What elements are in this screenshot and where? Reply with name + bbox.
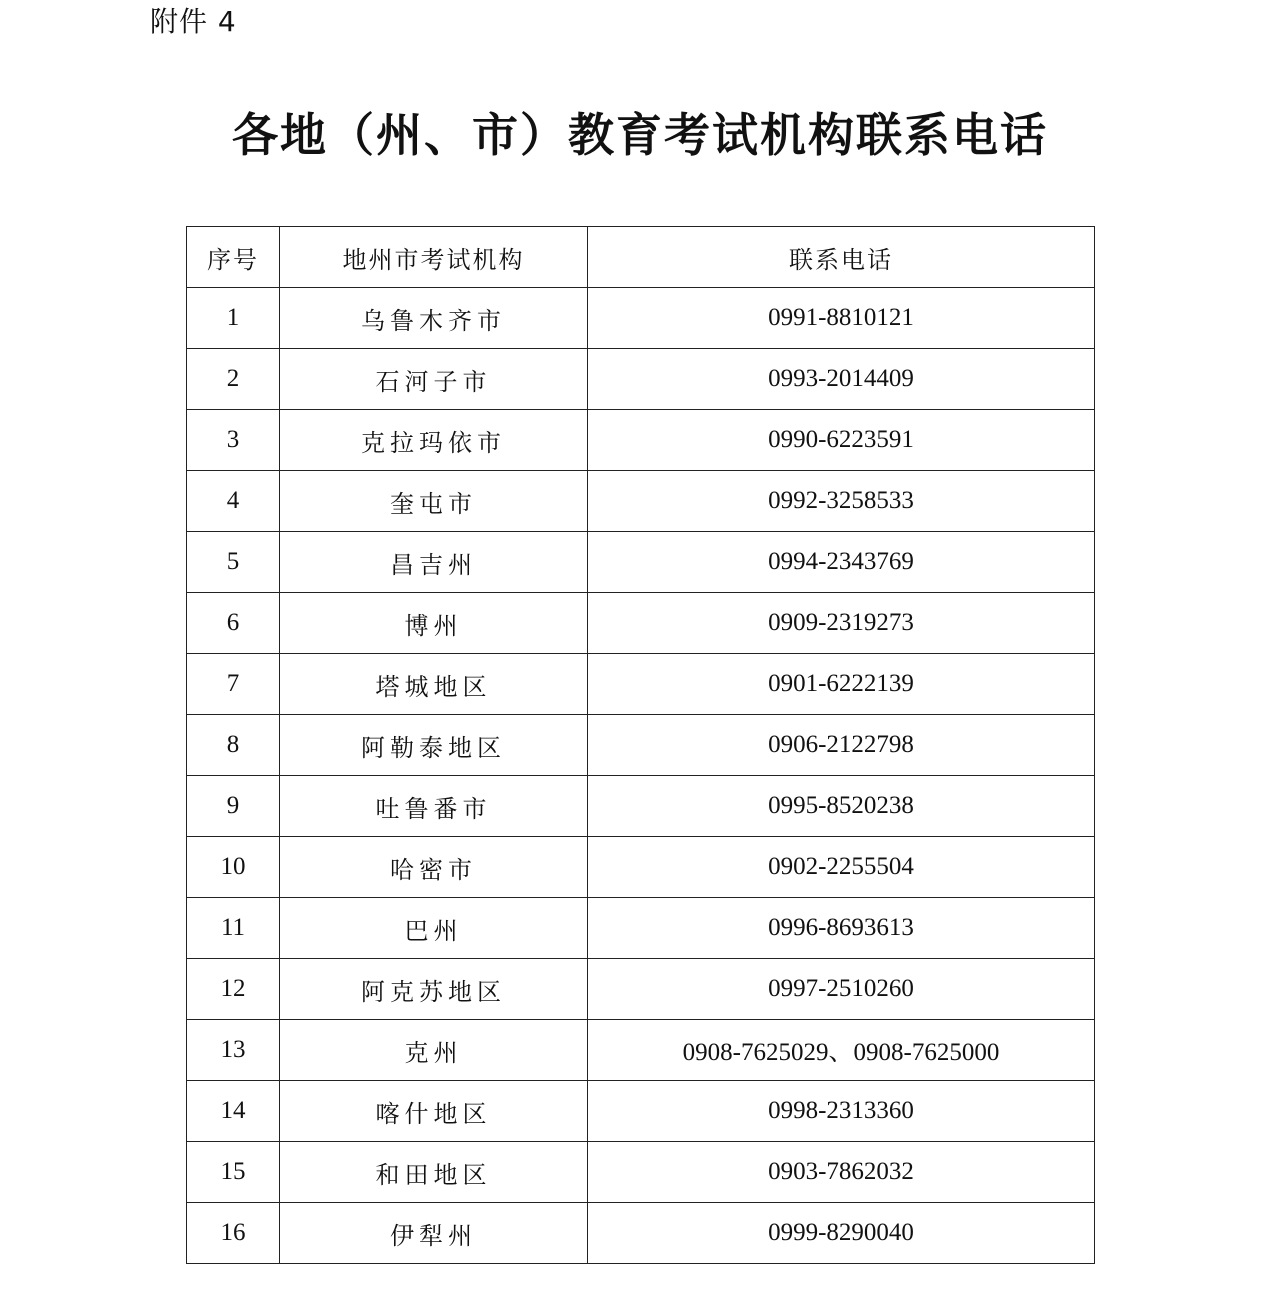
row-number: 6	[187, 593, 280, 654]
institution-name: 吐鲁番市	[280, 776, 588, 837]
column-header-number: 序号	[187, 227, 280, 288]
institution-name: 喀什地区	[280, 1081, 588, 1142]
institution-name: 阿克苏地区	[280, 959, 588, 1020]
institution-name: 石河子市	[280, 349, 588, 410]
phone-number: 0999-8290040	[588, 1203, 1095, 1264]
row-number: 2	[187, 349, 280, 410]
institution-name: 克州	[280, 1020, 588, 1081]
phone-number: 0990-6223591	[588, 410, 1095, 471]
phone-number: 0992-3258533	[588, 471, 1095, 532]
table-row	[187, 1203, 1095, 1264]
institution-name: 和田地区	[280, 1142, 588, 1203]
phone-number: 0903-7862032	[588, 1142, 1095, 1203]
attachment-label: 附件 4	[150, 5, 237, 38]
row-number: 15	[187, 1142, 280, 1203]
table-header-row	[187, 227, 1095, 288]
institution-name: 哈密市	[280, 837, 588, 898]
phone-number: 0997-2510260	[588, 959, 1095, 1020]
phone-number: 0901-6222139	[588, 654, 1095, 715]
row-number: 11	[187, 898, 280, 959]
phone-number: 0998-2313360	[588, 1081, 1095, 1142]
phone-number: 0995-8520238	[588, 776, 1095, 837]
institution-name: 塔城地区	[280, 654, 588, 715]
table-row	[187, 654, 1095, 715]
institution-name: 巴州	[280, 898, 588, 959]
page-title: 各地（州、市）教育考试机构联系电话	[232, 108, 1048, 162]
table-row	[187, 288, 1095, 349]
row-number: 8	[187, 715, 280, 776]
phone-number: 0906-2122798	[588, 715, 1095, 776]
row-number: 14	[187, 1081, 280, 1142]
column-header-institution: 地州市考试机构	[280, 227, 588, 288]
table-row	[187, 349, 1095, 410]
table-row	[187, 1142, 1095, 1203]
table-row	[187, 898, 1095, 959]
row-number: 12	[187, 959, 280, 1020]
phone-number: 0902-2255504	[588, 837, 1095, 898]
phone-number: 0996-8693613	[588, 898, 1095, 959]
institution-name: 伊犁州	[280, 1203, 588, 1264]
institution-name: 阿勒泰地区	[280, 715, 588, 776]
phone-number: 0909-2319273	[588, 593, 1095, 654]
table-row	[187, 1081, 1095, 1142]
table-row	[187, 410, 1095, 471]
institution-name: 奎屯市	[280, 471, 588, 532]
table-row	[187, 715, 1095, 776]
column-header-phone: 联系电话	[588, 227, 1095, 288]
table-row	[187, 1020, 1095, 1081]
contact-table	[186, 226, 1095, 1264]
row-number: 7	[187, 654, 280, 715]
table-body	[187, 288, 1095, 1264]
institution-name: 昌吉州	[280, 532, 588, 593]
institution-name: 博州	[280, 593, 588, 654]
phone-number: 0908-7625029、0908-7625000	[588, 1020, 1095, 1081]
row-number: 9	[187, 776, 280, 837]
institution-name: 乌鲁木齐市	[280, 288, 588, 349]
table-row	[187, 471, 1095, 532]
row-number: 10	[187, 837, 280, 898]
phone-number: 0994-2343769	[588, 532, 1095, 593]
table-row	[187, 776, 1095, 837]
phone-number: 0991-8810121	[588, 288, 1095, 349]
table-row	[187, 593, 1095, 654]
row-number: 5	[187, 532, 280, 593]
row-number: 4	[187, 471, 280, 532]
row-number: 3	[187, 410, 280, 471]
row-number: 1	[187, 288, 280, 349]
row-number: 13	[187, 1020, 280, 1081]
table-row	[187, 532, 1095, 593]
row-number: 16	[187, 1203, 280, 1264]
table-row	[187, 837, 1095, 898]
institution-name: 克拉玛依市	[280, 410, 588, 471]
table-row	[187, 959, 1095, 1020]
phone-number: 0993-2014409	[588, 349, 1095, 410]
